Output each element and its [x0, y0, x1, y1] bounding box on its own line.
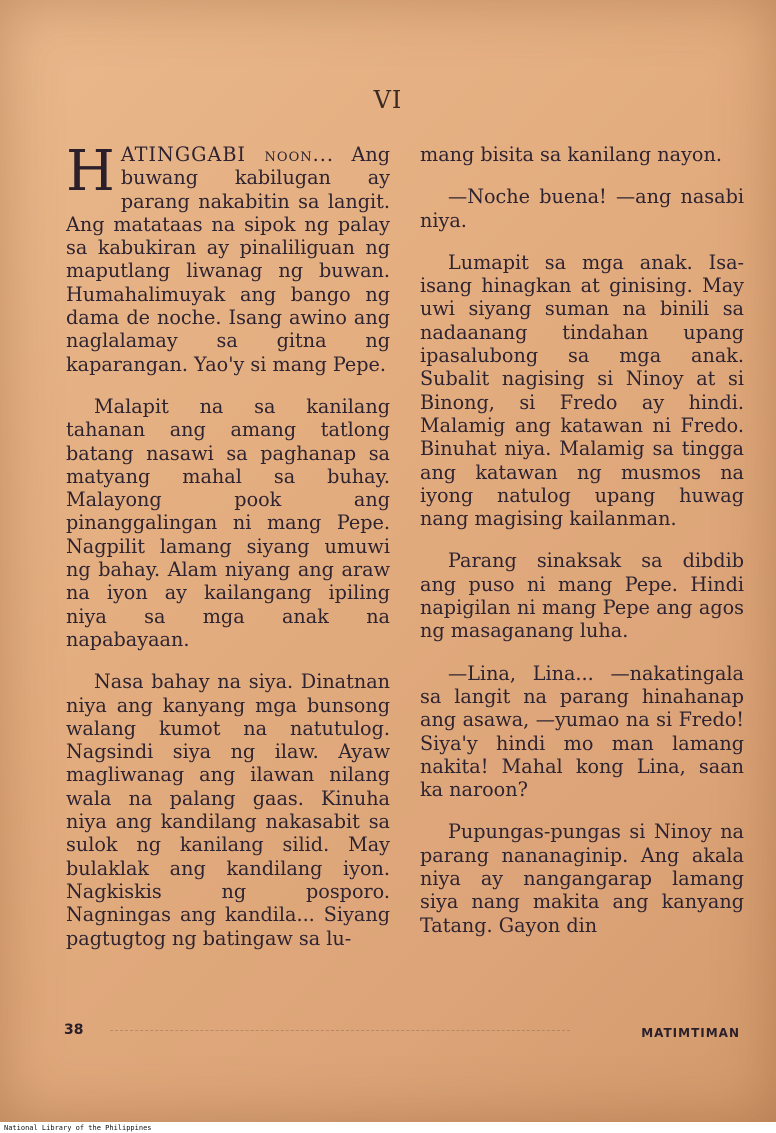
opening-line: ATINGGABI noon... — [120, 143, 334, 166]
left-paragraph-1-text: Ang buwang kabilugan ay parang nakabitin sa langit. Ang matataas na sipok ng palay sa kabukiran ay pinaliliguan ng maputlang liwanag ng buwan. Humahalimuyak ang bango ng dama de noche. Isang awino ang naglalamay sa gitna ng kaparangan. Yao'y si mang Pepe. — [66, 143, 390, 376]
left-column — [66, 139, 390, 969]
magazine-title: MATIMTIMAN — [641, 1026, 740, 1040]
folio-number: 38 — [64, 1022, 84, 1038]
left-paragraph-3: Nasa bahay na siya. Dinatnan niya ang kanyang mga bunsong walang kumot na natutulog. Nagsindi siya ng ilaw. Ayaw magliwanag ang ilawan nilang wala na palang gaas. Kinuha niya ang kandilang nakasabit sa sulok ng kanilang silid. May bulaklak ang kandilang iyon. Nagkiskis ng posporo. Nagningas ang kandila... Siyang pagtugtog ng batingaw sa lu- — [66, 670, 390, 950]
right-paragraph-2: —Noche buena! —ang nasabi niya. — [420, 185, 744, 232]
right-column — [420, 143, 744, 956]
right-paragraph-6: Pupungas-pungas si Ninoy na parang nananaginip. Ang akala niya ay nangangarap lamang siya nang makita ang kanyang Tatang. Gayon din — [420, 820, 744, 937]
library-credit: National Library of the Philippines — [4, 1124, 152, 1132]
left-paragraph-1 — [66, 139, 390, 376]
right-paragraph-3: Lumapit sa mga anak. Isa-isang hinagkan at ginising. May uwi siyang suman na binili sa nadaanang tindahan upang ipasalubong sa mga anak. Subalit nagising si Ninoy at si Binong, si Fredo ay hindi. Malamig ang katawan ni Fredo. Binuhat niya. Malamig sa tingga ang katawan ng musmos na iyong natulog upang huwag nang magising kailanman. — [420, 250, 744, 531]
chapter-number: VI — [373, 86, 403, 114]
right-paragraph-5: —Lina, Lina... —nakatingala sa langit na parang hinahanap ang asawa, —yumao na si Fredo! Siya'y hindi mo man lamang nakita! Mahal kong Lina, saan ka naroon? — [420, 661, 744, 802]
page-footer — [0, 1022, 776, 1052]
drop-cap: H — [66, 139, 115, 204]
right-paragraph-4: Parang sinaksak sa dibdib ang puso ni mang Pepe. Hindi napigilan ni mang Pepe ang agos ng masaganang luha. — [420, 549, 744, 643]
left-paragraph-2: Malapit na sa kanilang tahanan ang amang tatlong batang nasawi sa paghanap sa matyang mahal sa buhay. Malayong pook ang pinanggalingan ni mang Pepe. Nagpilit lamang siyang umuwi ng bahay. Alam niyang ang araw na iyon ay kailangang ipiling niya sa mga anak na napabayaan. — [66, 394, 390, 651]
right-paragraph-1: mang bisita sa kanilang nayon. — [420, 143, 722, 166]
